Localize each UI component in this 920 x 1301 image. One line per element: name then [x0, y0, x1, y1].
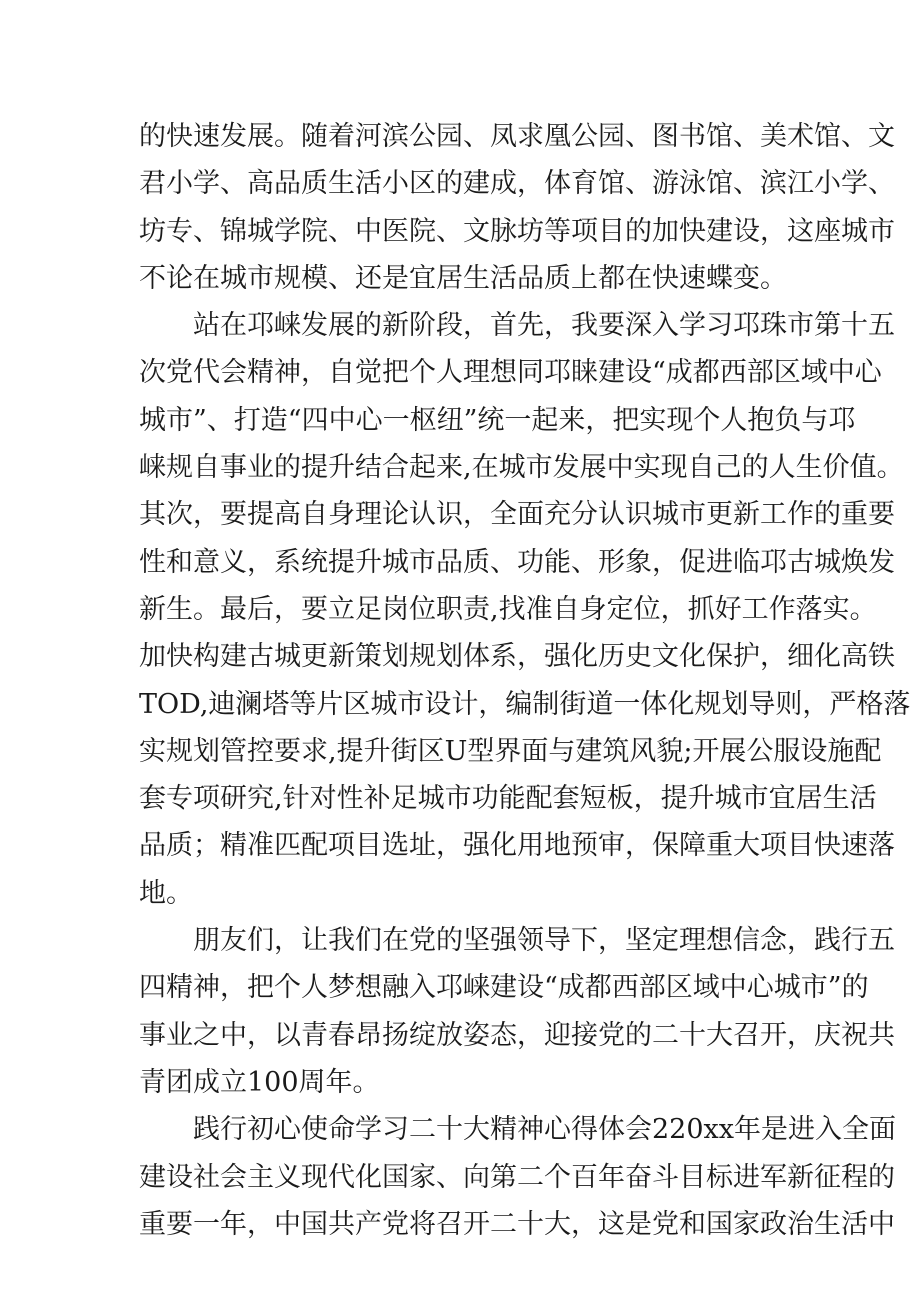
text-line: 践行初心使命学习二十大精神心得体会220xx年是进入全面 [193, 1114, 896, 1146]
text-line: 品质；精准匹配项目选址，强化用地预审，保障重大项目快速落 [139, 830, 895, 862]
text-line: 站在邛崃发展的新阶段，首先，我要深入学习邛珠市第十五 [193, 310, 895, 342]
text-line: 城市”、打造“四中心一枢纽”统一起来，把实现个人抱负与邛 [139, 404, 856, 436]
body-text [139, 113, 911, 1248]
text-line: 其次，要提高自身理论认识，全面充分认识城市更新工作的重要 [139, 499, 895, 531]
text-line: 性和意义，系统提升城市品质、功能、形象，促进临邛古城焕发 [139, 546, 895, 578]
text-line: 实规划管控要求,提升街区U型界面与建筑风貌;开展公服设施配 [139, 735, 882, 767]
text-line: 坊专、锦城学院、中医院、文脉坊等项目的加快建设，这座城市 [139, 215, 895, 247]
text-line: 套专项研究,针对性补足城市功能配套短板，提升城市宜居生活 [139, 783, 877, 815]
text-line: 地。 [139, 877, 193, 909]
text-line: 君小学、高品质生活小区的建成，体育馆、游泳馆、滨江小学、 [139, 168, 895, 200]
text-line: 次党代会精神，自觉把个人理想同邛睐建设“成都西部区域中心 [139, 357, 882, 389]
text-line: 建设社会主义现代化国家、向第二个百年奋斗目标进军新征程的 [139, 1161, 895, 1193]
text-line: 不论在城市规模、还是宜居生活品质上都在快速蝶变。 [139, 262, 787, 294]
text-line: 青团成立100周年。 [139, 1066, 380, 1098]
text-line: 崃规自事业的提升结合起来,在城市发展中实现自己的人生价值。 [139, 452, 904, 484]
text-line: TOD,迪澜塔等片区城市设计，编制街道一体化规划导则，严格落 [139, 688, 911, 720]
text-line: 朋友们，让我们在党的坚强领导下，坚定理想信念，践行五 [193, 925, 895, 957]
text-line: 重要一年，中国共产党将召开二十大，这是党和国家政治生活中 [139, 1208, 895, 1240]
text-line: 加快构建古城更新策划规划体系，强化历史文化保护，细化高铁 [139, 641, 895, 673]
text-line: 新生。最后，要立足岗位职责,找准自身定位，抓好工作落实。 [139, 593, 877, 625]
text-line: 的快速发展。随着河滨公园、凤求凰公园、图书馆、美术馆、文 [139, 121, 895, 152]
text-line: 事业之中，以青春昂扬绽放姿态，迎接党的二十大召开，庆祝共 [139, 1019, 895, 1051]
text-line: 四精神，把个人梦想融入邛崃建设“成都西部区域中心城市”的 [139, 972, 869, 1004]
